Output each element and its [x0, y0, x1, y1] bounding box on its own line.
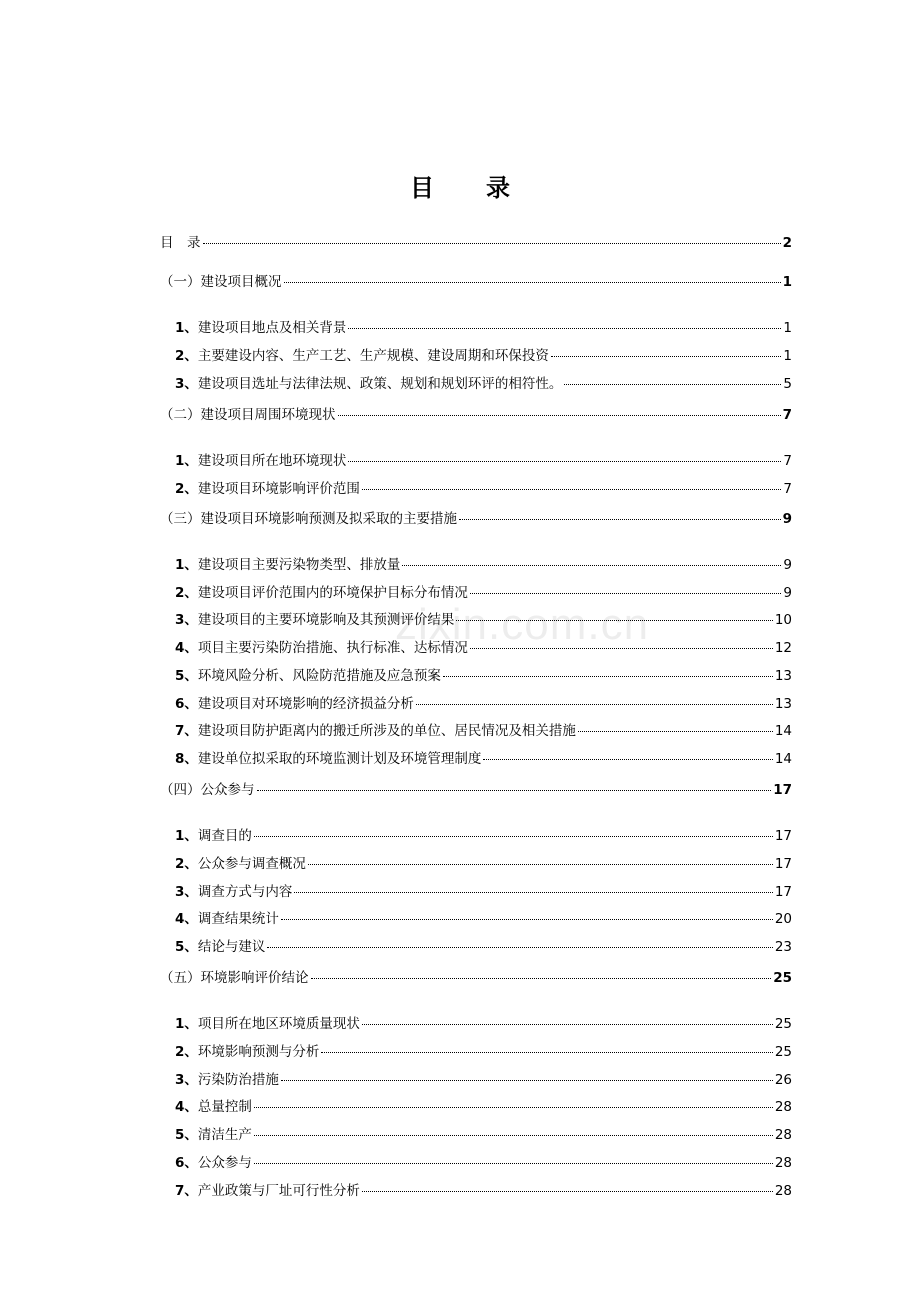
toc-label: （一）建设项目概况	[160, 274, 282, 290]
toc-item[interactable]	[175, 1154, 792, 1172]
toc-item[interactable]	[175, 722, 792, 740]
leader-dots	[459, 518, 781, 520]
toc-item[interactable]	[175, 556, 792, 574]
toc-item[interactable]	[175, 938, 792, 956]
toc-label: 建设项目的主要环境影响及其预测评价结果	[197, 612, 455, 628]
toc-label: 建设单位拟采取的环境监测计划及环境管理制度	[197, 751, 482, 767]
toc-label: 建设项目评价范围内的环境保护目标分布情况	[197, 585, 468, 601]
leader-dots	[470, 647, 773, 649]
toc-label: 建设项目防护距离内的搬迁所涉及的单位、居民情况及相关措施	[197, 723, 576, 739]
toc-label: 调查目的	[197, 828, 252, 844]
leader-dots	[281, 1079, 773, 1081]
toc-label: 产业政策与厂址可行性分析	[197, 1183, 360, 1199]
toc-label: （五）环境影响评价结论	[160, 970, 309, 986]
toc-label: 项目所在地区环境质量现状	[197, 1016, 360, 1032]
leader-dots	[281, 918, 773, 920]
toc-entry-contents[interactable]	[160, 234, 792, 252]
toc-index: 5、	[175, 668, 198, 684]
leader-dots	[578, 730, 773, 732]
toc-label: 建设项目选址与法律法规、政策、规划和规划环评的相符性。	[197, 376, 563, 392]
leader-dots	[362, 488, 782, 490]
toc-page: 17	[774, 884, 792, 900]
toc-item[interactable]	[175, 639, 792, 657]
leader-dots	[311, 977, 772, 979]
toc-label: （四）公众参与	[160, 782, 255, 798]
leader-dots	[362, 1023, 773, 1025]
toc-item[interactable]	[175, 883, 792, 901]
toc-label: 建设项目所在地环境现状	[197, 453, 347, 469]
toc-item[interactable]	[175, 827, 792, 845]
toc-index: 7、	[175, 1183, 198, 1199]
toc-section-5[interactable]	[160, 969, 792, 987]
leader-dots	[470, 592, 782, 594]
toc-item[interactable]	[175, 855, 792, 873]
toc-page: 17	[774, 856, 792, 872]
toc-item[interactable]	[175, 910, 792, 928]
toc-index: 1、	[175, 557, 198, 573]
toc-section-2[interactable]	[160, 406, 792, 424]
watermark: zixin.com.cn	[395, 600, 650, 649]
toc-item[interactable]	[175, 1043, 792, 1061]
toc-section-4[interactable]	[160, 781, 792, 799]
toc-page: 28	[774, 1099, 792, 1115]
toc-index: 5、	[175, 939, 198, 955]
toc-item[interactable]	[175, 452, 792, 470]
toc-label: 调查方式与内容	[197, 884, 293, 900]
toc-index: 1、	[175, 828, 198, 844]
toc-item[interactable]	[175, 480, 792, 498]
toc-index: 3、	[175, 612, 198, 628]
toc-page: 26	[774, 1072, 792, 1088]
toc-page: 1	[783, 320, 792, 336]
toc-label: 公众参与调查概况	[197, 856, 306, 872]
page-title: 目 录	[410, 174, 524, 202]
toc-page: 17	[774, 828, 792, 844]
toc-index: 3、	[175, 376, 198, 392]
toc-page: 14	[774, 723, 792, 739]
toc-page: 7	[783, 453, 792, 469]
toc-index: 1、	[175, 453, 198, 469]
toc-item[interactable]	[175, 584, 792, 602]
toc-page: 7	[782, 407, 792, 423]
leader-dots	[257, 789, 772, 791]
toc-item[interactable]	[175, 667, 792, 685]
toc-label: 调查结果统计	[197, 911, 279, 927]
leader-dots	[362, 1190, 773, 1192]
toc-label: 建设项目环境影响评价范围	[197, 481, 360, 497]
leader-dots	[456, 619, 772, 621]
toc-item[interactable]	[175, 1126, 792, 1144]
toc-index: 4、	[175, 640, 198, 656]
toc-page: 2	[782, 235, 792, 251]
leader-dots	[203, 242, 781, 244]
leader-dots	[321, 1051, 772, 1053]
toc-item[interactable]	[175, 1182, 792, 1200]
toc-item[interactable]	[175, 1071, 792, 1089]
toc-page: 25	[773, 970, 792, 986]
leader-dots	[254, 1134, 773, 1136]
toc-index: 6、	[175, 696, 198, 712]
toc-label: 清洁生产	[197, 1127, 252, 1143]
toc-label: 环境风险分析、风险防范措施及应急预案	[197, 668, 441, 684]
toc-index: 2、	[175, 1044, 198, 1060]
toc-label: 环境影响预测与分析	[197, 1044, 320, 1060]
toc-item[interactable]	[175, 375, 792, 393]
leader-dots	[294, 891, 772, 893]
leader-dots	[564, 383, 781, 385]
toc-page: 28	[774, 1183, 792, 1199]
toc-index: 1、	[175, 320, 198, 336]
toc-label: 建设项目对环境影响的经济损益分析	[197, 696, 414, 712]
toc-index: 1、	[175, 1016, 198, 1032]
toc-page: 1	[782, 274, 792, 290]
toc-page: 9	[783, 557, 792, 573]
toc-index: 4、	[175, 911, 198, 927]
toc-page: 13	[774, 668, 792, 684]
leader-dots	[416, 703, 773, 705]
toc-item[interactable]	[175, 750, 792, 768]
toc-label: （三）建设项目环境影响预测及拟采取的主要措施	[160, 511, 457, 527]
toc-index: 2、	[175, 585, 198, 601]
toc-page: 25	[774, 1016, 792, 1032]
toc-page: 1	[783, 348, 792, 364]
toc-page: 5	[783, 376, 792, 392]
toc-label: 总量控制	[197, 1099, 252, 1115]
toc-index: 2、	[175, 348, 198, 364]
toc-index: 7、	[175, 723, 198, 739]
toc-item[interactable]	[175, 695, 792, 713]
toc-item[interactable]	[175, 1015, 792, 1033]
leader-dots	[551, 355, 782, 357]
toc-page: 9	[783, 585, 792, 601]
leader-dots	[254, 1106, 773, 1108]
toc-page: 10	[774, 612, 792, 628]
toc-page: 14	[774, 751, 792, 767]
toc-page: 25	[774, 1044, 792, 1060]
toc-label: 目 录	[160, 235, 201, 251]
leader-dots	[348, 327, 781, 329]
toc-item[interactable]	[175, 611, 792, 629]
toc-page: 23	[774, 939, 792, 955]
toc-section-1[interactable]	[160, 273, 792, 291]
toc-page: 28	[774, 1155, 792, 1171]
toc-index: 3、	[175, 884, 198, 900]
toc-page: 17	[773, 782, 792, 798]
leader-dots	[443, 675, 773, 677]
toc-index: 2、	[175, 856, 198, 872]
toc-label: 主要建设内容、生产工艺、生产规模、建设周期和环保投资	[197, 348, 549, 364]
toc-page: 20	[774, 911, 792, 927]
toc-page: 7	[783, 481, 792, 497]
leader-dots	[338, 414, 781, 416]
toc-item[interactable]	[175, 347, 792, 365]
toc-index: 2、	[175, 481, 198, 497]
toc-index: 4、	[175, 1099, 198, 1115]
toc-section-3[interactable]	[160, 510, 792, 528]
toc-index: 5、	[175, 1127, 198, 1143]
toc-label: 公众参与	[197, 1155, 252, 1171]
leader-dots	[284, 281, 781, 283]
toc-page: 9	[782, 511, 792, 527]
toc-label: 结论与建议	[197, 939, 266, 955]
toc-item[interactable]	[175, 1098, 792, 1116]
leader-dots	[267, 946, 772, 948]
leader-dots	[308, 863, 773, 865]
leader-dots	[483, 758, 772, 760]
toc-label: （二）建设项目周围环境现状	[160, 407, 336, 423]
toc-index: 3、	[175, 1072, 198, 1088]
toc-label: 建设项目地点及相关背景	[197, 320, 347, 336]
toc-label: 项目主要污染防治措施、执行标准、达标情况	[197, 640, 468, 656]
toc-item[interactable]	[175, 319, 792, 337]
toc-label: 污染防治措施	[197, 1072, 279, 1088]
leader-dots	[254, 835, 773, 837]
leader-dots	[348, 460, 781, 462]
toc-page: 28	[774, 1127, 792, 1143]
toc-page: 12	[774, 640, 792, 656]
toc-label: 建设项目主要污染物类型、排放量	[197, 557, 401, 573]
leader-dots	[254, 1162, 773, 1164]
toc-index: 6、	[175, 1155, 198, 1171]
toc-index: 8、	[175, 751, 198, 767]
leader-dots	[402, 564, 781, 566]
toc-page: 13	[774, 696, 792, 712]
